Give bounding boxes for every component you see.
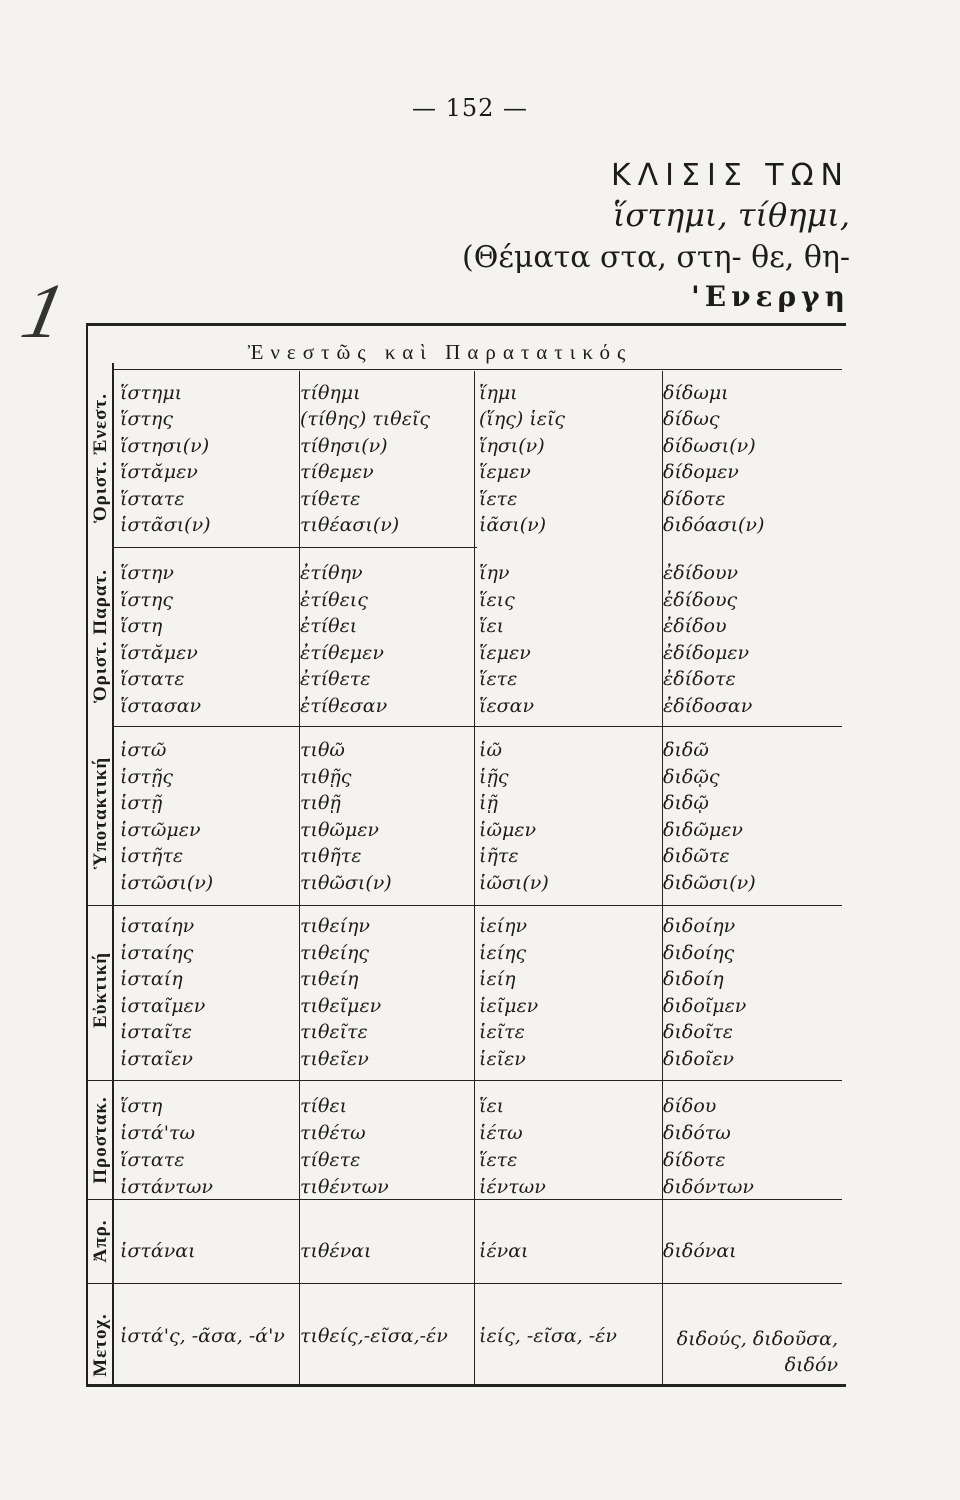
verb-form: τιθείην (300, 915, 370, 937)
verb-form: ἵεμεν (479, 461, 531, 484)
verb-form: ἱστῇς (120, 765, 173, 788)
verb-form: ἵει (479, 615, 505, 638)
verb-form: τιθῆτε (300, 845, 362, 867)
verb-form: ἵεμεν (479, 641, 531, 664)
verb-form: ἱστῆτε (120, 845, 184, 867)
verb-form: διδοῖμεν (663, 994, 747, 1017)
verb-form: δίδομεν (663, 461, 739, 484)
verb-form: διδῶμεν (663, 818, 743, 841)
verb-form: διδῷς (663, 765, 720, 788)
verb-form: τίθημι (300, 382, 361, 404)
verb-form: ἵετε (479, 487, 518, 510)
verb-form: ἵην (479, 562, 510, 584)
verb-form: τιθεῖτε (300, 1021, 368, 1044)
verb-form: τιθῇς (300, 765, 352, 788)
verb-form: τιθέντων (300, 1176, 389, 1198)
verb-form: ἱστᾶσι(ν) (120, 514, 211, 536)
verb-form: ἵστατε (120, 487, 185, 510)
verb-form: ἱῶμεν (479, 818, 537, 841)
verb-form: τιθέτω (300, 1122, 366, 1144)
verb-form: ἵημι (479, 382, 518, 404)
column-rule-2 (474, 371, 475, 1387)
verb-form: ἱστά'ς, -ᾶσα, -ά'ν (120, 1325, 285, 1347)
verb-form: δίδοτε (663, 1149, 726, 1171)
verb-form: ἱῆτε (479, 845, 519, 867)
verb-form: δίδοτε (663, 487, 726, 510)
verb-form: ἐδίδομεν (663, 641, 750, 664)
verb-form: τιθῶ (300, 739, 345, 761)
verb-form: ἱσταίη (120, 968, 183, 991)
verb-form: δίδως (663, 408, 720, 431)
verb-form: ἱέντων (479, 1176, 546, 1198)
verb-form: ἐδίδου (663, 615, 727, 638)
verb-form: ἱσταῖεν (120, 1048, 193, 1070)
verb-form: τίθετε (300, 1149, 361, 1171)
verb-form: τιθείς,-εῖσα,-έν (300, 1325, 448, 1347)
verb-form: τίθετε (300, 487, 361, 510)
verb-form: τιθεῖμεν (300, 994, 382, 1017)
verb-form: ἵησι(ν) (479, 434, 545, 457)
verb-form: ἵστημι (120, 382, 183, 404)
section-rule (86, 905, 842, 906)
verb-form: διδόναι (663, 1240, 737, 1262)
verb-form: ἱεῖμεν (479, 994, 539, 1017)
verb-form: ἱστά'τω (120, 1122, 195, 1144)
verb-form: ἐτίθην (300, 562, 363, 584)
verb-form: (ἵης) ἱεῖς (479, 408, 566, 431)
margin-handwritten-mark: 1 (14, 267, 73, 354)
verb-form: ἱείς, -εῖσα, -έν (479, 1325, 617, 1347)
verb-form: διδόασι(ν) (663, 514, 765, 536)
verb-form: ἱῇς (479, 765, 509, 788)
verb-form: ἱείην (479, 915, 528, 937)
verb-form: (τίθης) τιθεῖς (300, 408, 430, 431)
verb-form: ἱσταίην (120, 915, 195, 937)
verb-form: διδῷ (663, 792, 709, 814)
verb-form: ἵει (479, 1095, 505, 1117)
table-top-rule (86, 323, 846, 326)
verb-form: τιθέναι (300, 1240, 372, 1262)
section-label: Ὁριστ. Ἐνεστ. (90, 393, 111, 523)
section-rule (86, 1283, 842, 1284)
verb-form: τίθει (300, 1095, 348, 1117)
verb-form: τιθεῖεν (300, 1048, 369, 1070)
verb-form: διδῶτε (663, 845, 730, 867)
verb-form: διδοίης (663, 941, 735, 964)
verb-form: διδοῖεν (663, 1048, 734, 1070)
section-label: Μετοχ. (90, 1313, 111, 1377)
verb-form: ἐδίδοσαν (663, 695, 753, 717)
verb-form: ἱστῇ (120, 792, 163, 814)
page-title: ΚΛΙΣΙΣ ΤΩΝ (610, 158, 850, 193)
verb-form: ἐδίδους (663, 588, 738, 611)
table-banner: Ἐνεστῶς καὶ Παρατατικός (247, 340, 633, 364)
verb-form: ἱσταῖμεν (120, 994, 206, 1017)
verb-form: ἵστησι(ν) (120, 434, 210, 457)
verb-form: διδῶσι(ν) (663, 871, 756, 894)
verb-form: ἵεις (479, 588, 515, 611)
verb-form: διδούς, διδοῦσα, διδόν (676, 1328, 838, 1376)
verb-form: ἵστης (120, 408, 173, 431)
section-rule (86, 1080, 842, 1081)
verb-form: ἐτίθετε (300, 668, 371, 691)
section-label: Ὁριστ. Παρατ. (90, 569, 111, 703)
verb-form: ἱῇ (479, 792, 498, 814)
verb-form: ἵστᾰμεν (120, 461, 198, 484)
label-column-rule (112, 363, 114, 1387)
verb-form: ἱείη (479, 968, 516, 991)
banner-rule (112, 369, 842, 370)
verb-form: ἱᾶσι(ν) (479, 514, 547, 536)
verb-form: διδοίη (663, 968, 724, 991)
verb-form: διδοῖτε (663, 1021, 733, 1044)
verb-form: ἐδίδουν (663, 562, 739, 584)
verb-form: ἵστᾰμεν (120, 641, 198, 664)
verb-form: ἱέτω (479, 1122, 523, 1144)
verb-form: ἱστῶσι(ν) (120, 871, 214, 894)
verb-form: ἱῶσι(ν) (479, 871, 549, 894)
verb-form: τίθεμεν (300, 461, 374, 484)
verb-form: ἱστάντων (120, 1176, 213, 1198)
verb-form: ἵστην (120, 562, 174, 584)
section-rule (112, 726, 842, 727)
verb-form: ἱσταῖτε (120, 1021, 192, 1044)
verb-form: ἵστασαν (120, 695, 202, 717)
verb-form: διδόντων (663, 1176, 754, 1198)
verb-form: ἵετε (479, 1149, 518, 1171)
table-left-rule (86, 323, 88, 1387)
verb-form: ἵστατε (120, 668, 185, 691)
verbs-line: ἵστημι, τίθημι, (612, 196, 850, 234)
verb-form: ἱσταίης (120, 941, 194, 964)
verb-form: ἱεῖτε (479, 1021, 525, 1044)
verb-form: δίδου (663, 1095, 717, 1117)
verb-form: τιθείης (300, 941, 370, 964)
verb-form: τιθῇ (300, 792, 341, 814)
page-number: — 152 — (411, 94, 529, 122)
stems-line: (Θέματα στα, στη- θε, θη- (462, 240, 850, 275)
verb-form: ἱεῖεν (479, 1048, 526, 1070)
verb-form: διδοίην (663, 915, 736, 937)
verb-form: ἐτίθεις (300, 588, 368, 611)
section-label: Εὐκτική (90, 951, 111, 1029)
verb-form: ἵστης (120, 588, 173, 611)
verb-form: ἱστῶ (120, 739, 167, 761)
section-label: Προστακ. (90, 1096, 111, 1184)
verb-form: δίδωμι (663, 382, 729, 404)
verb-form: ἵστη (120, 1095, 163, 1117)
voice-heading: 'Ενεργη (691, 280, 850, 313)
verb-form: ἵεσαν (479, 695, 534, 717)
verb-form: ἐδίδοτε (663, 668, 736, 691)
verb-form: ἐτίθεμεν (300, 641, 384, 664)
verb-form: διδότω (663, 1122, 731, 1144)
verb-form: τιθέασι(ν) (300, 514, 400, 536)
verb-form: ἱείης (479, 941, 527, 964)
section-label: Ὑποτακτική (90, 756, 111, 870)
section-label: Ἀπρ. (90, 1219, 111, 1263)
verb-form: ἵστη (120, 615, 163, 638)
verb-form: ἐτίθεσαν (300, 695, 388, 717)
verb-form: τιθείη (300, 968, 359, 991)
verb-form: τιθῶσι(ν) (300, 871, 392, 894)
verb-form: ἵστατε (120, 1149, 185, 1171)
verb-form: διδῶ (663, 739, 709, 761)
verb-form: ἱῶ (479, 739, 502, 761)
section-rule (86, 1199, 842, 1200)
verb-form: ἱέναι (479, 1240, 529, 1262)
verb-form: ἐτίθει (300, 615, 358, 638)
table-bottom-rule (86, 1384, 846, 1387)
verb-form: ἱστάναι (120, 1240, 196, 1262)
verb-form: ἵετε (479, 668, 518, 691)
verb-form: ἱστῶμεν (120, 818, 201, 841)
verb-form: τίθησι(ν) (300, 434, 388, 457)
verb-form: τιθῶμεν (300, 818, 379, 841)
verb-form: δίδωσι(ν) (663, 434, 756, 457)
section-rule (112, 547, 477, 548)
